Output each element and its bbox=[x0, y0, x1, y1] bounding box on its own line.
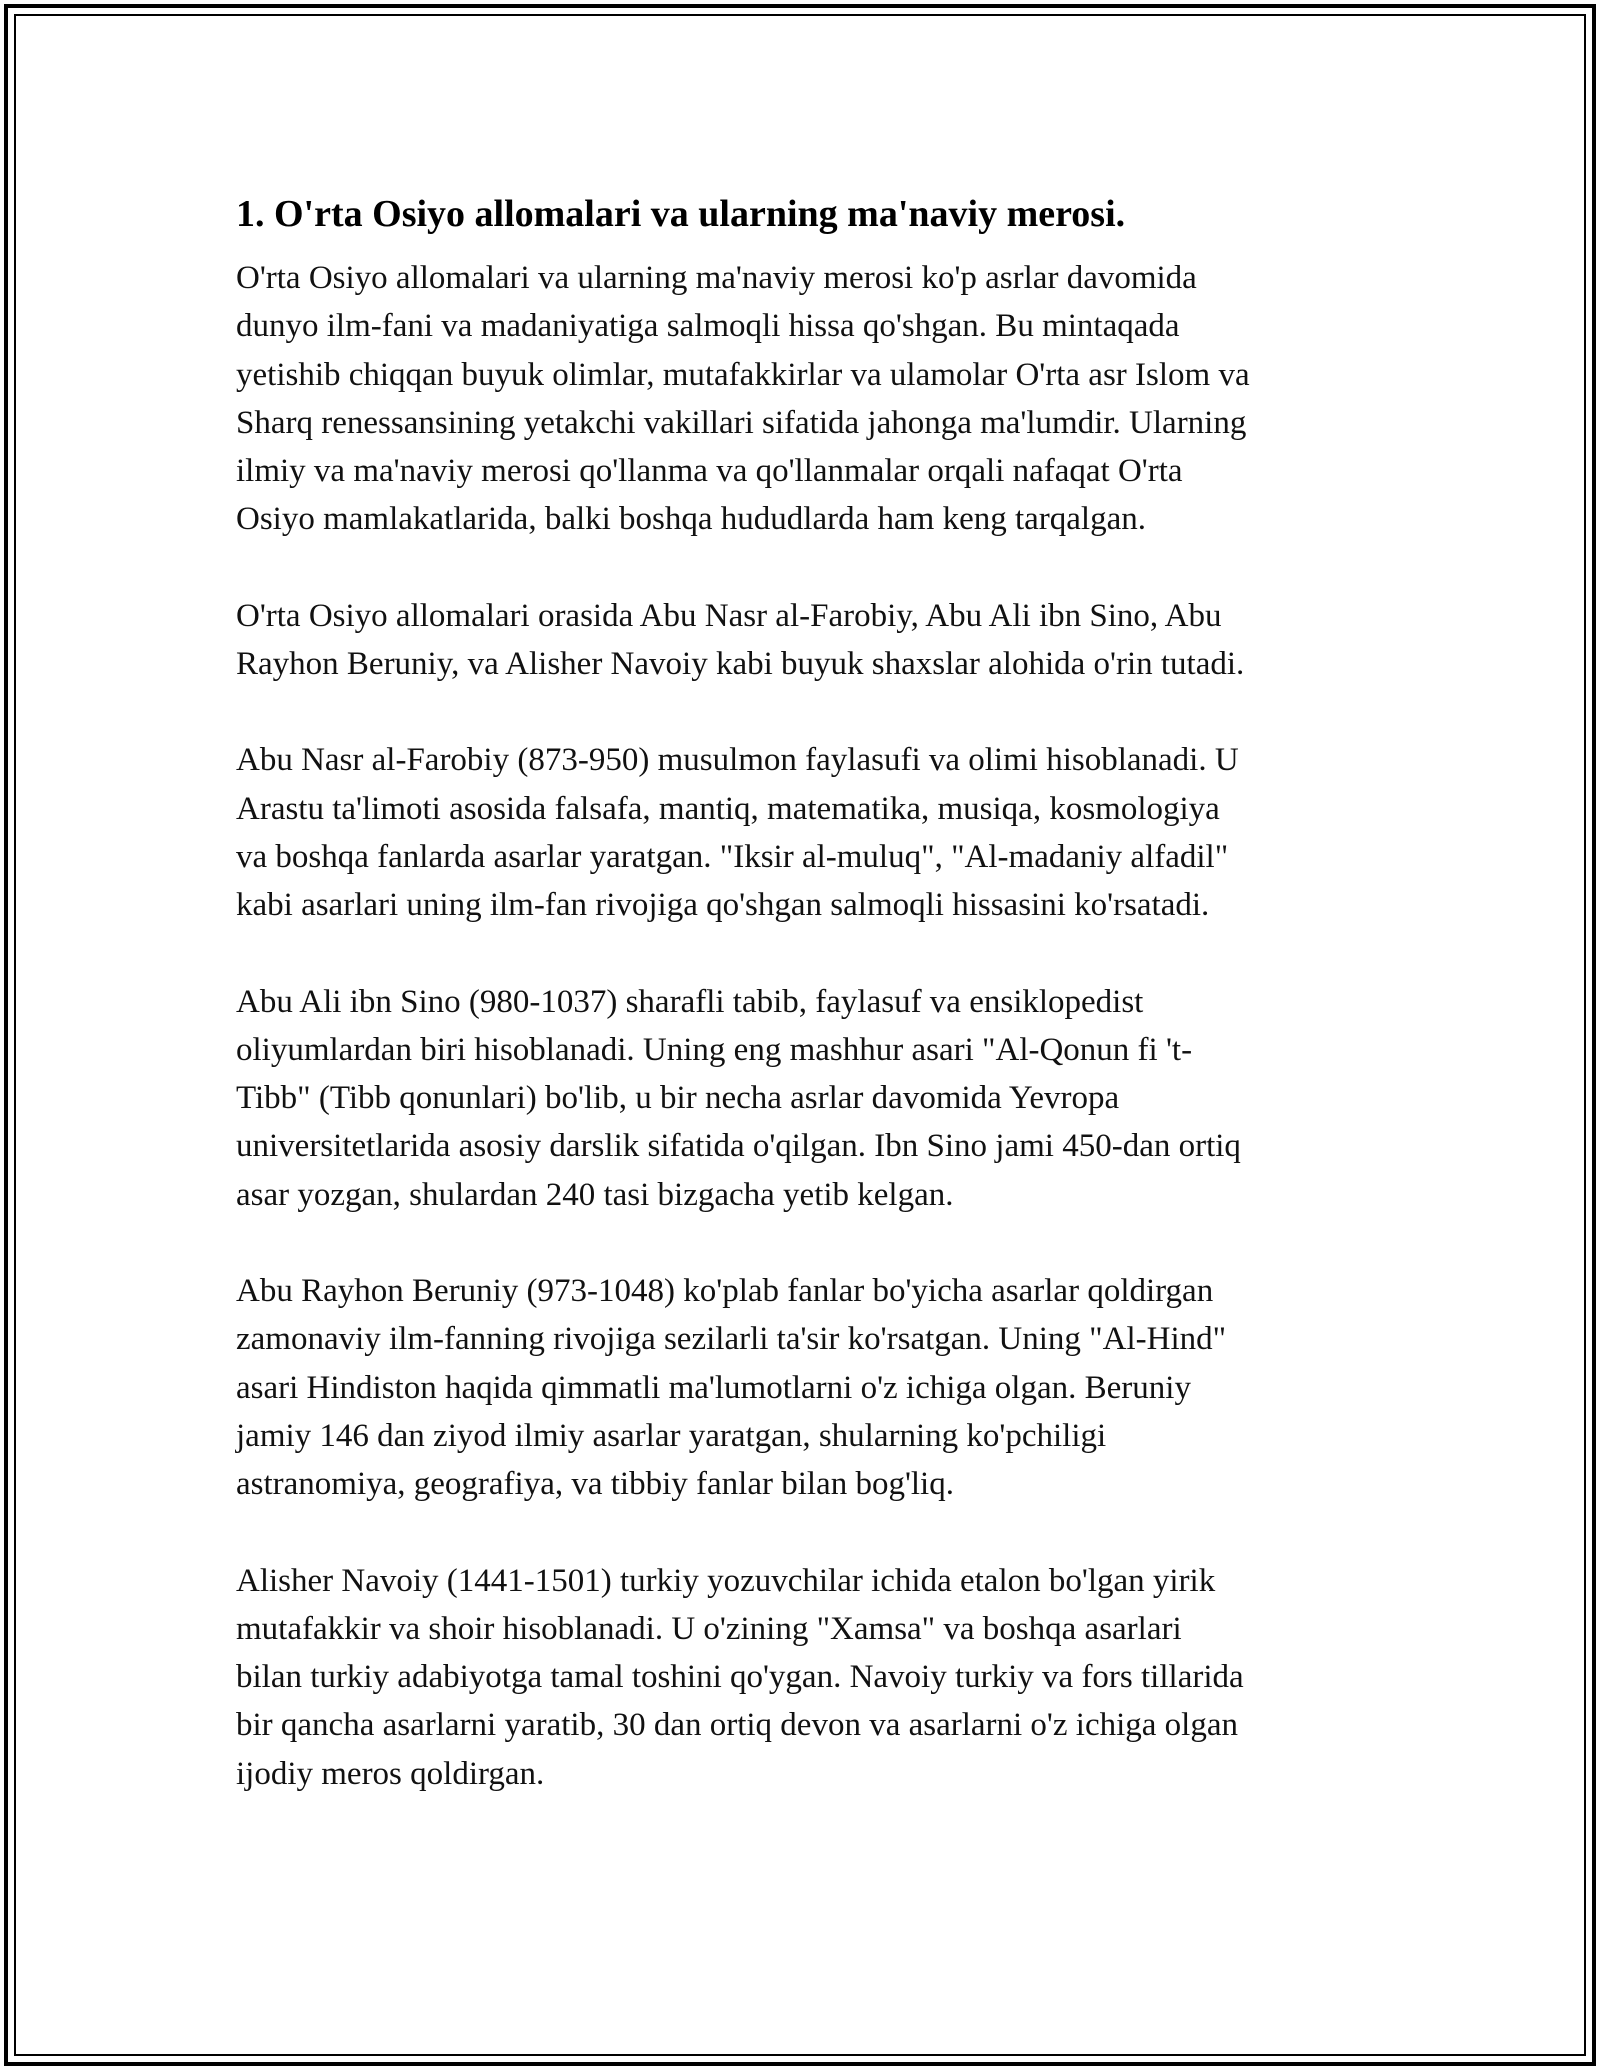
section-heading: 1. O'rta Osiyo allomalari va ularning ma'naviy merosi. bbox=[236, 193, 1126, 235]
paragraph-intro: O'rta Osiyo allomalari va ularning ma'naviy merosi ko'p asrlar davomida dunyo ilm-fani va madaniyatiga salmoqli hissa qo'shgan. Bu mintaqada yetishib chiqqan buyuk olimlar, mutafakkirlar va ulamolar O'rta asr Islom va Sharq renessansining yetakchi vakillari sifatida jahonga ma'lumdir. Ularning ilmiy va ma'naviy merosi qo'llanma va qo'llanmalar orqali nafaqat O'rta Osiyo mamlakatlarida, balki boshqa hududlarda ham keng tarqalgan. bbox=[236, 260, 1250, 538]
paragraph-beruniy: Abu Rayhon Beruniy (973-1048) ko'plab fanlar bo'yicha asarlar qoldirgan zamonaviy ilm-fanning rivojiga sezilarli ta'sir ko'rsatgan. Uning "Al-Hind" asari Hindiston haqida qimmatli ma'lumotlarni o'z ichiga olgan. Beruniy jamiy 146 dan ziyod ilmiy asarlar yaratgan, shularning ko'pchiligi astranomiya, geografiya, va tibbiy fanlar bilan bog'liq. bbox=[236, 1273, 1227, 1503]
document-body bbox=[236, 186, 1366, 1846]
paragraph-farobiy: Abu Nasr al-Farobiy (873-950) musulmon faylasufi va olimi hisoblanadi. U Arastu ta'limoti asosida falsafa, mantiq, matematika, musiqa, kosmologiya va boshqa fanlarda asarlar yaratgan. "Iksir al-muluq", "Al-madaniy alfadil" kabi asarlari uning ilm-fan rivojiga qo'shgan salmoqli hissasini ko'rsatadi. bbox=[236, 742, 1239, 924]
paragraph-scholars-list: O'rta Osiyo allomalari orasida Abu Nasr al-Farobiy, Abu Ali ibn Sino, Abu Rayhon Beruniy, va Alisher Navoiy kabi buyuk shaxslar alohida o'rin tutadi. bbox=[236, 597, 1245, 683]
paragraph-ibn-sino: Abu Ali ibn Sino (980-1037) sharafli tabib, faylasuf va ensiklopedist oliyumlardan biri hisoblanadi. Uning eng mashhur asari "Al-Qonun fi 't- Tibb" (Tibb qonunlari) bo'lib, u bir necha asrlar davomida Yevropa universitetlarida asosiy darslik sifatida o'qilgan. Ibn Sino jami 450-dan ortiq asar yozgan, shulardan 240 tasi bizgacha yetib kelgan. bbox=[236, 983, 1241, 1213]
paragraph-navoiy: Alisher Navoiy (1441-1501) turkiy yozuvchilar ichida etalon bo'lgan yirik mutafakkir va shoir hisoblanadi. U o'zining "Xamsa" va boshqa asarlari bilan turkiy adabiyotga tamal toshini qo'ygan. Navoiy turkiy va fors tillarida bir qancha asarlarni yaratib, 30 dan ortiq devon va asarlarni o'z ichiga olgan ijodiy meros qoldirgan. bbox=[236, 1562, 1244, 1792]
